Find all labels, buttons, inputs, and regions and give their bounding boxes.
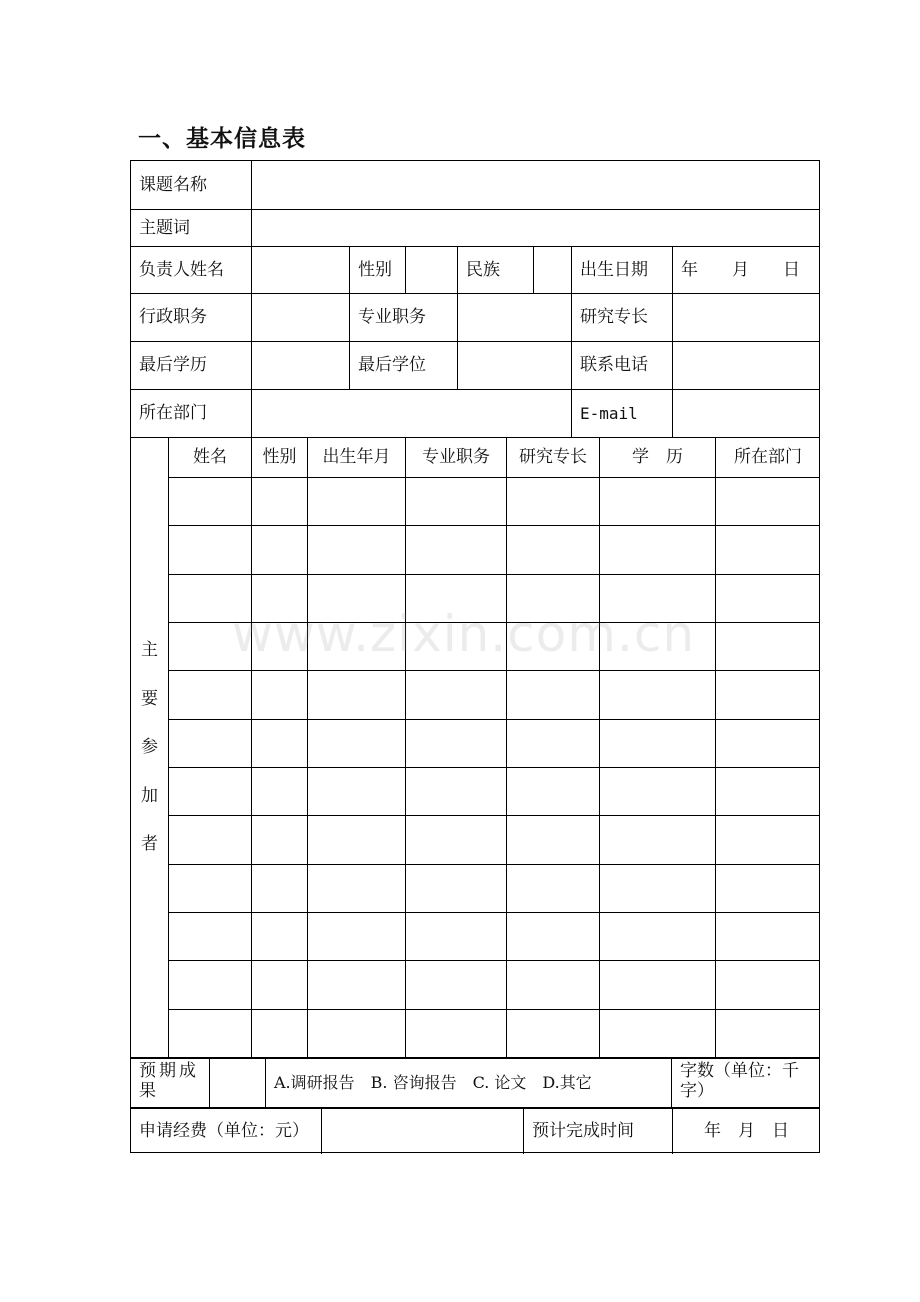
completion-time-label: 预计完成时间 <box>523 1107 672 1154</box>
participant-specialty-cell[interactable] <box>506 864 599 912</box>
participant-department-cell[interactable] <box>715 574 820 622</box>
participant-title-cell[interactable] <box>405 525 506 573</box>
professional-title-input[interactable] <box>457 293 572 341</box>
topic-name-input[interactable] <box>251 161 820 209</box>
participant-specialty-cell[interactable] <box>506 912 599 960</box>
col-header-department: 所在部门 <box>715 437 820 477</box>
phone-label: 联系电话 <box>571 341 672 389</box>
participant-specialty-cell[interactable] <box>506 477 599 525</box>
participant-birth-cell[interactable] <box>307 525 405 573</box>
research-specialty-label: 研究专长 <box>571 293 672 341</box>
participant-name-cell[interactable] <box>168 960 251 1008</box>
keywords-input[interactable] <box>251 209 820 246</box>
participant-gender-cell[interactable] <box>251 815 307 863</box>
participant-title-cell[interactable] <box>405 960 506 1008</box>
participant-department-cell[interactable] <box>715 719 820 767</box>
participant-specialty-cell[interactable] <box>506 960 599 1008</box>
participant-title-cell[interactable] <box>405 477 506 525</box>
admin-position-label: 行政职务 <box>131 293 251 341</box>
participant-education-cell[interactable] <box>599 719 715 767</box>
participant-birth-cell[interactable] <box>307 574 405 622</box>
participant-birth-cell[interactable] <box>307 670 405 718</box>
participant-department-cell[interactable] <box>715 1009 820 1057</box>
participants-section-label <box>131 437 168 1057</box>
page-title: 一、基本信息表 <box>138 126 306 152</box>
col-header-specialty: 研究专长 <box>506 437 599 477</box>
outcomes-options[interactable]: A.调研报告 B. 咨询报告 C. 论文 D.其它 <box>265 1057 671 1107</box>
highest-education-label: 最后学历 <box>131 341 251 389</box>
participants-label-char: 要 <box>141 688 158 709</box>
col-header-title: 专业职务 <box>405 437 506 477</box>
participant-education-cell[interactable] <box>599 670 715 718</box>
participant-specialty-cell[interactable] <box>506 670 599 718</box>
admin-position-input[interactable] <box>251 293 349 341</box>
participant-name-cell[interactable] <box>168 815 251 863</box>
participant-name-cell[interactable] <box>168 864 251 912</box>
birth-date-input[interactable]: 年 月 日 <box>672 246 820 293</box>
participants-label-char: 者 <box>141 834 158 855</box>
participant-education-cell[interactable] <box>599 525 715 573</box>
participant-title-cell[interactable] <box>405 719 506 767</box>
participant-title-cell[interactable] <box>405 622 506 670</box>
participant-gender-cell[interactable] <box>251 477 307 525</box>
participant-education-cell[interactable] <box>599 864 715 912</box>
participant-birth-cell[interactable] <box>307 864 405 912</box>
participant-title-cell[interactable] <box>405 1009 506 1057</box>
participant-department-cell[interactable] <box>715 622 820 670</box>
participant-specialty-cell[interactable] <box>506 719 599 767</box>
col-header-name: 姓名 <box>168 437 251 477</box>
birth-date-label: 出生日期 <box>571 246 672 293</box>
participant-name-cell[interactable] <box>168 912 251 960</box>
participant-title-cell[interactable] <box>405 815 506 863</box>
participant-specialty-cell[interactable] <box>506 1009 599 1057</box>
participant-birth-cell[interactable] <box>307 477 405 525</box>
participant-title-cell[interactable] <box>405 574 506 622</box>
participant-education-cell[interactable] <box>599 477 715 525</box>
participant-specialty-cell[interactable] <box>506 815 599 863</box>
participant-birth-cell[interactable] <box>307 767 405 815</box>
participant-specialty-cell[interactable] <box>506 767 599 815</box>
participant-title-cell[interactable] <box>405 670 506 718</box>
participant-name-cell[interactable] <box>168 719 251 767</box>
participant-birth-cell[interactable] <box>307 719 405 767</box>
keywords-label: 主题词 <box>131 209 251 246</box>
outcomes-label <box>131 1057 209 1107</box>
participant-name-cell[interactable] <box>168 525 251 573</box>
col-header-birth: 出生年月 <box>307 437 405 477</box>
department-input[interactable] <box>251 389 572 437</box>
department-label: 所在部门 <box>131 389 251 437</box>
participant-education-cell[interactable] <box>599 1009 715 1057</box>
highest-degree-label: 最后学位 <box>349 341 457 389</box>
participants-label-char: 主 <box>141 640 158 661</box>
participant-specialty-cell[interactable] <box>506 574 599 622</box>
participant-department-cell[interactable] <box>715 912 820 960</box>
basic-info-table <box>130 160 820 1153</box>
col-header-gender: 性别 <box>251 437 307 477</box>
participant-education-cell[interactable] <box>599 960 715 1008</box>
participant-gender-cell[interactable] <box>251 622 307 670</box>
email-input[interactable] <box>672 389 820 437</box>
participant-gender-cell[interactable] <box>251 574 307 622</box>
participant-name-cell[interactable] <box>168 767 251 815</box>
professional-title-label: 专业职务 <box>349 293 457 341</box>
participant-title-cell[interactable] <box>405 864 506 912</box>
participant-name-cell[interactable] <box>168 574 251 622</box>
participant-gender-cell[interactable] <box>251 767 307 815</box>
participant-education-cell[interactable] <box>599 767 715 815</box>
email-label: E-mail <box>571 389 672 437</box>
phone-input[interactable] <box>672 341 820 389</box>
participant-department-cell[interactable] <box>715 767 820 815</box>
highest-education-input[interactable] <box>251 341 349 389</box>
participant-birth-cell[interactable] <box>307 815 405 863</box>
participant-name-cell[interactable] <box>168 622 251 670</box>
watermark: www.zixin.com.cn <box>232 605 696 663</box>
ethnicity-label: 民族 <box>457 246 533 293</box>
participant-birth-cell[interactable] <box>307 1009 405 1057</box>
participant-department-cell[interactable] <box>715 670 820 718</box>
participants-label-char: 参 <box>141 737 158 758</box>
col-header-education: 学 历 <box>599 437 715 477</box>
participant-gender-cell[interactable] <box>251 912 307 960</box>
outcomes-checkbox-cell[interactable] <box>209 1057 265 1107</box>
participant-title-cell[interactable] <box>405 767 506 815</box>
leader-name-label: 负责人姓名 <box>131 246 251 293</box>
topic-name-label: 课题名称 <box>139 174 207 195</box>
word-count-text: 字数（单位：千字） <box>680 1061 799 1102</box>
participant-gender-cell[interactable] <box>251 960 307 1008</box>
outcomes-label-text: 预期成果 <box>139 1061 199 1102</box>
participant-specialty-cell[interactable] <box>506 525 599 573</box>
gender-input[interactable] <box>405 246 457 293</box>
participants-label-char: 加 <box>141 785 158 806</box>
gender-label: 性别 <box>349 246 405 293</box>
participant-department-cell[interactable] <box>715 864 820 912</box>
participant-education-cell[interactable] <box>599 622 715 670</box>
participant-gender-cell[interactable] <box>251 719 307 767</box>
participant-department-cell[interactable] <box>715 815 820 863</box>
participant-name-cell[interactable] <box>168 477 251 525</box>
participant-department-cell[interactable] <box>715 960 820 1008</box>
participant-education-cell[interactable] <box>599 912 715 960</box>
participant-gender-cell[interactable] <box>251 1009 307 1057</box>
participant-education-cell[interactable] <box>599 815 715 863</box>
participant-birth-cell[interactable] <box>307 960 405 1008</box>
leader-name-input[interactable] <box>251 246 349 293</box>
participant-birth-cell[interactable] <box>307 622 405 670</box>
funding-input[interactable] <box>321 1107 523 1154</box>
participant-birth-cell[interactable] <box>307 912 405 960</box>
participant-gender-cell[interactable] <box>251 670 307 718</box>
participant-name-cell[interactable] <box>168 670 251 718</box>
participant-name-cell[interactable] <box>168 1009 251 1057</box>
participant-title-cell[interactable] <box>405 912 506 960</box>
participant-specialty-cell[interactable] <box>506 622 599 670</box>
participant-department-cell[interactable] <box>715 477 820 525</box>
funding-label: 申请经费（单位：元） <box>131 1107 321 1154</box>
participant-gender-cell[interactable] <box>251 864 307 912</box>
research-specialty-input[interactable] <box>672 293 820 341</box>
participant-department-cell[interactable] <box>715 525 820 573</box>
word-count-label <box>671 1057 820 1107</box>
ethnicity-input[interactable] <box>533 246 571 293</box>
participant-gender-cell[interactable] <box>251 525 307 573</box>
participant-education-cell[interactable] <box>599 574 715 622</box>
completion-time-input[interactable]: 年 月 日 <box>672 1107 820 1154</box>
highest-degree-input[interactable] <box>457 341 572 389</box>
